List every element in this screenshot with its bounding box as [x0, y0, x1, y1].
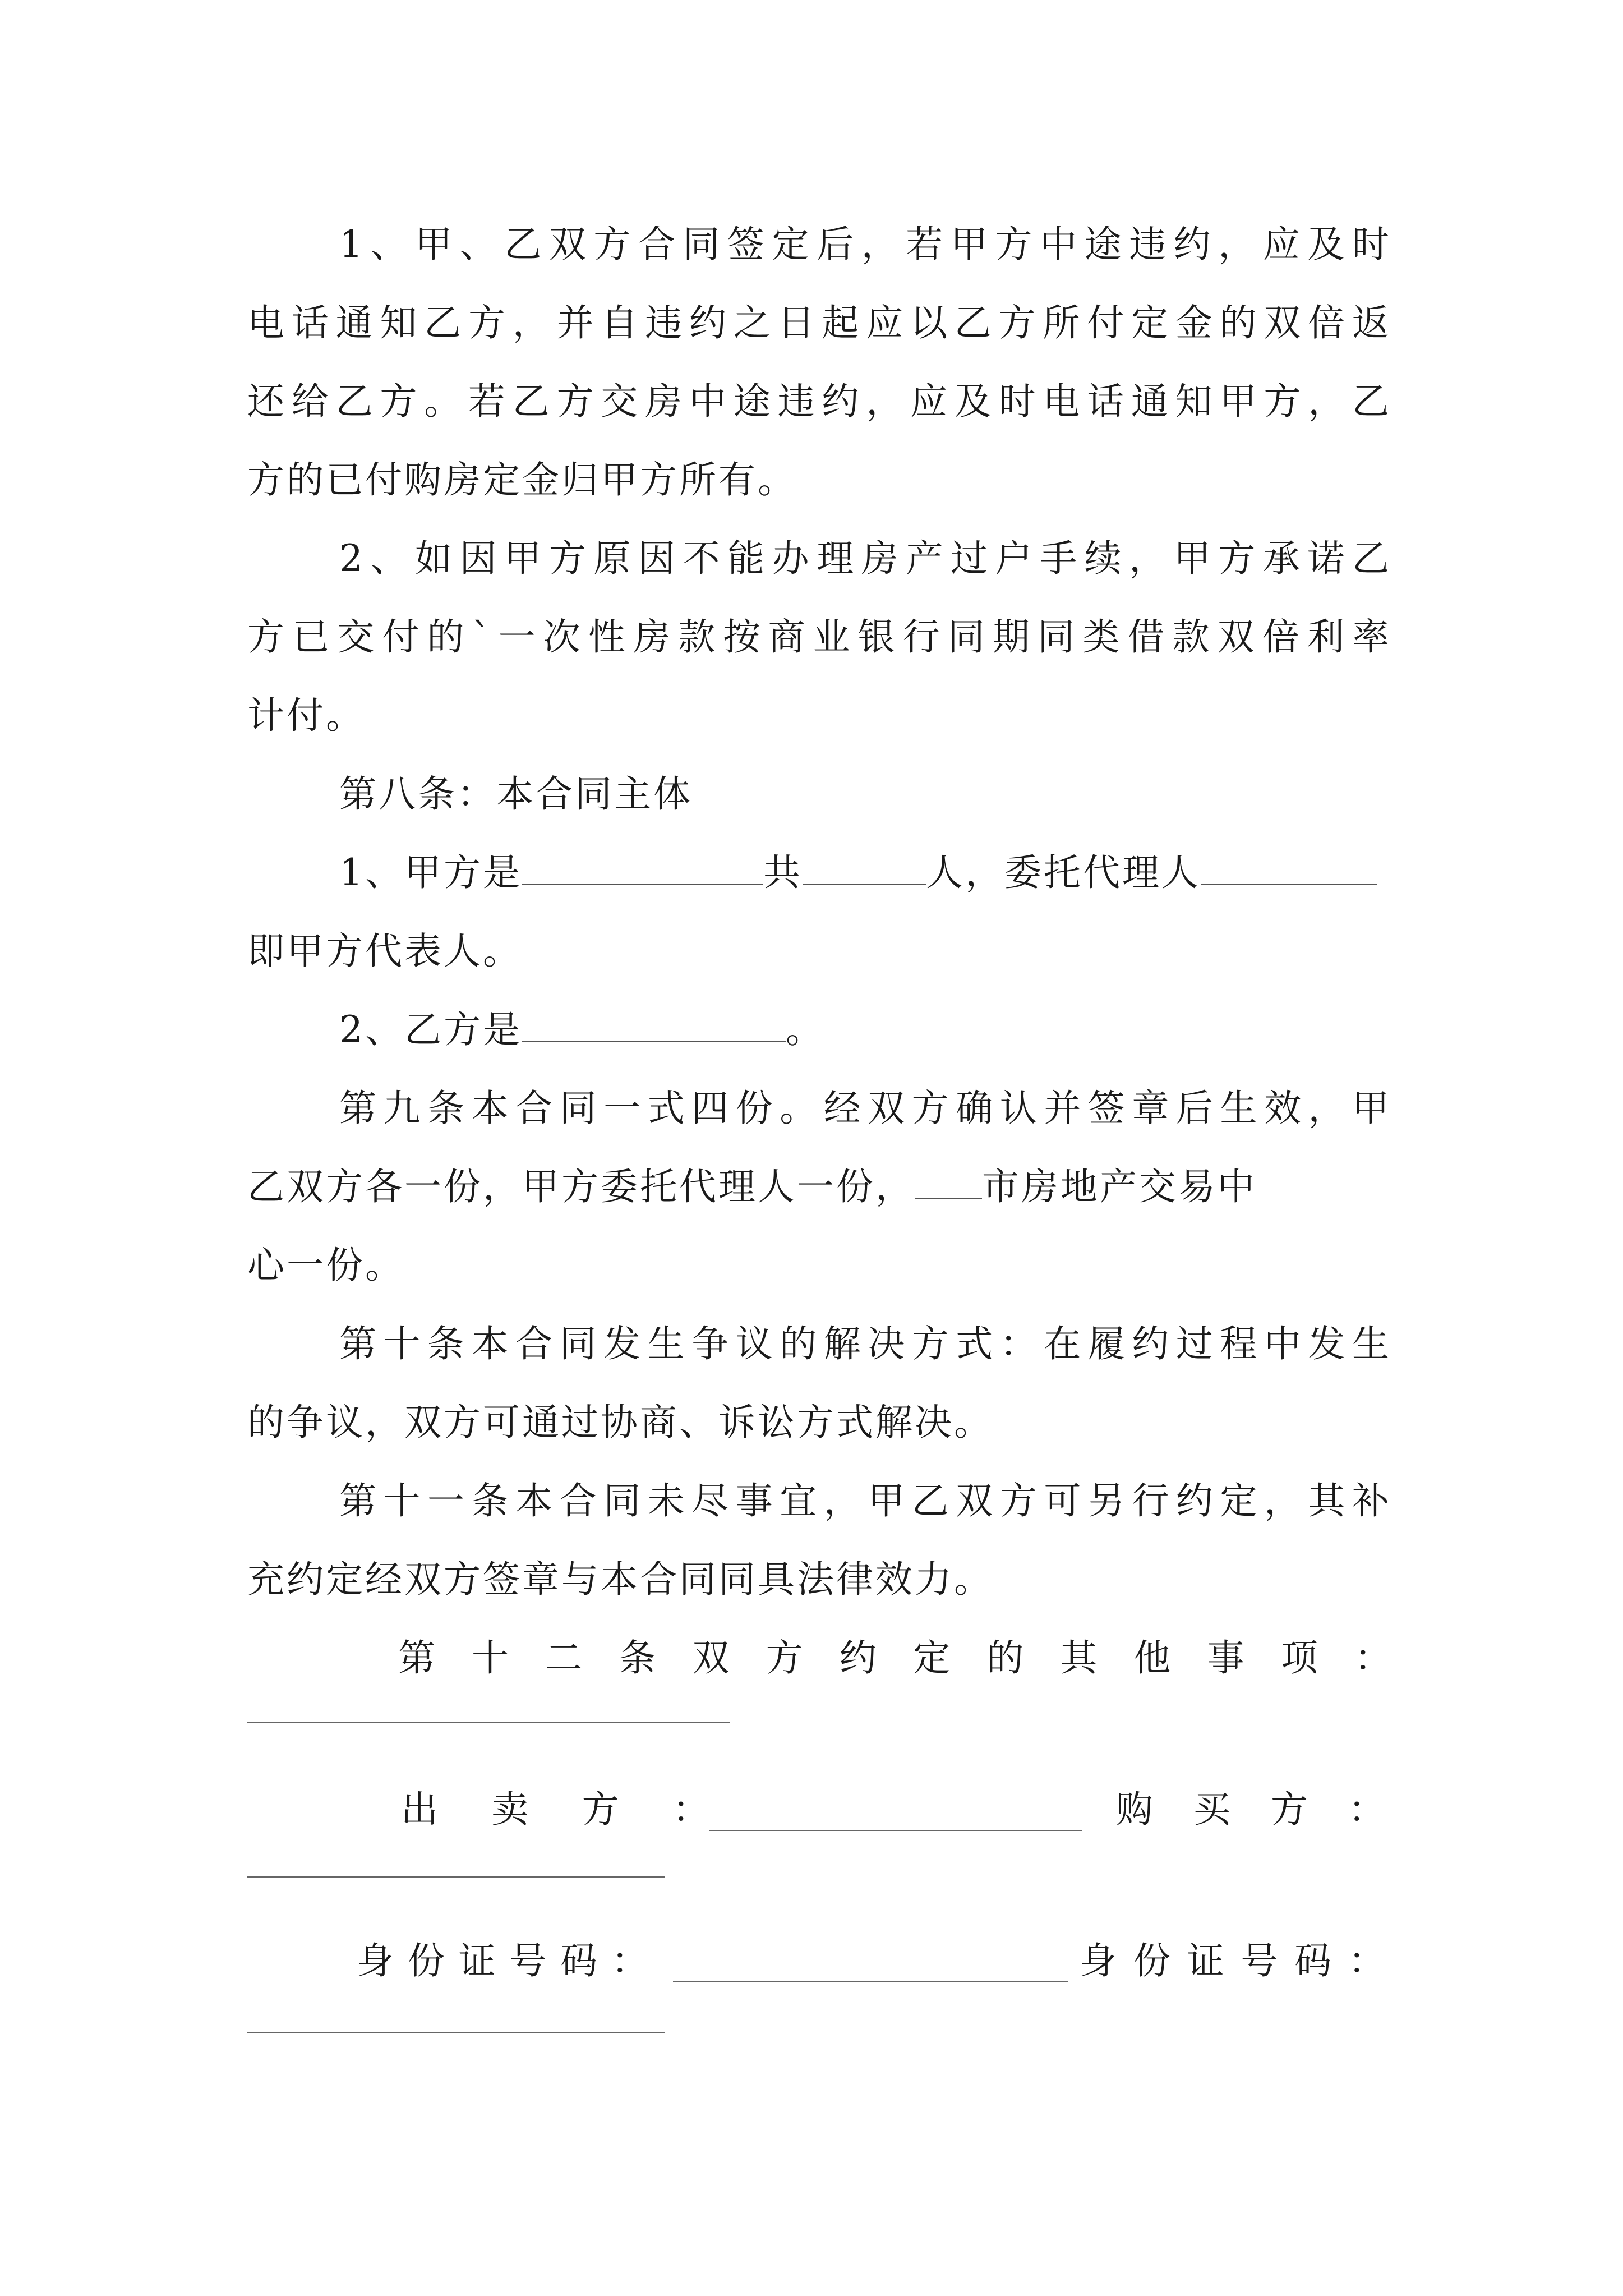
article-9-line-3: 心一份。 — [247, 1244, 404, 1287]
paragraph-1-line-4: 方的已付购房定金归甲方所有。 — [247, 458, 797, 501]
article-8-item-1 — [339, 850, 1391, 895]
paragraph-1-line-2: 电话通知乙方，并自违约之日起应以乙方所付定金的双倍返 — [247, 301, 1391, 344]
paragraph-1-line-1: 1、甲、乙双方合同签定后，若甲方中途违约，应及时 — [339, 223, 1391, 266]
agent-label: 人，委托代理人 — [926, 851, 1201, 894]
article-11-line-1: 第十一条本合同未尽事宜，甲乙双方可另行约定，其补 — [339, 1479, 1391, 1522]
seller-id-label: 身份证号码： — [357, 1939, 648, 1982]
party-b-label: 2、乙方是 — [339, 1008, 522, 1051]
seller-blank — [709, 1830, 1082, 1831]
party-a-label: 1、甲方是 — [339, 851, 522, 894]
other-terms-blank — [247, 1722, 730, 1723]
article-9-line-1: 第九条本合同一式四份。经双方确认并签章后生效，甲 — [339, 1087, 1391, 1130]
paragraph-2-line-2: 方已交付的`一次性房款按商业银行同期同类借款双倍利率 — [247, 615, 1391, 659]
article-9-line-2-end: 市房地产交易中 — [982, 1165, 1257, 1208]
article-8-title: 第八条：本合同主体 — [339, 772, 693, 816]
article-8-item-1-cont: 即甲方代表人。 — [247, 930, 522, 973]
agent-blank — [1201, 850, 1377, 885]
article-11-line-2: 充约定经双方签章与本合同同具法律效力。 — [247, 1558, 993, 1601]
seller-id-blank — [673, 1981, 1068, 1982]
city-blank — [915, 1165, 982, 1199]
article-9-line-2-start: 乙双方各一份，甲方委托代理人一份， — [247, 1165, 915, 1208]
party-a-blank — [522, 850, 763, 885]
article-12-title: 第十二条双方约定的其他事项： — [398, 1636, 1391, 1680]
seller-label: 出卖方： — [401, 1788, 709, 1831]
party-a-count-blank — [803, 850, 926, 885]
buyer-id-blank — [247, 2032, 665, 2033]
paragraph-1-line-3: 还给乙方。若乙方交房中途违约，应及时电话通知甲方，乙 — [247, 380, 1391, 423]
party-a-count-label: 共 — [763, 851, 803, 894]
party-b-blank — [522, 1007, 786, 1042]
article-9-line-2 — [247, 1165, 1391, 1209]
buyer-blank — [247, 1876, 665, 1878]
paragraph-2-line-3: 计付。 — [247, 694, 365, 737]
article-8-item-2 — [339, 1007, 1391, 1052]
buyer-label: 购买方： — [1116, 1788, 1385, 1831]
buyer-id-label: 身份证号码： — [1080, 1939, 1385, 1982]
article-10-line-2: 的争议，双方可通过协商、诉讼方式解决。 — [247, 1401, 993, 1444]
paragraph-2-line-1: 2、如因甲方原因不能办理房产过户手续，甲方承诺乙 — [339, 537, 1391, 580]
article-10-line-1: 第十条本合同发生争议的解决方式：在履约过程中发生 — [339, 1322, 1391, 1365]
party-b-end: 。 — [786, 1008, 825, 1051]
